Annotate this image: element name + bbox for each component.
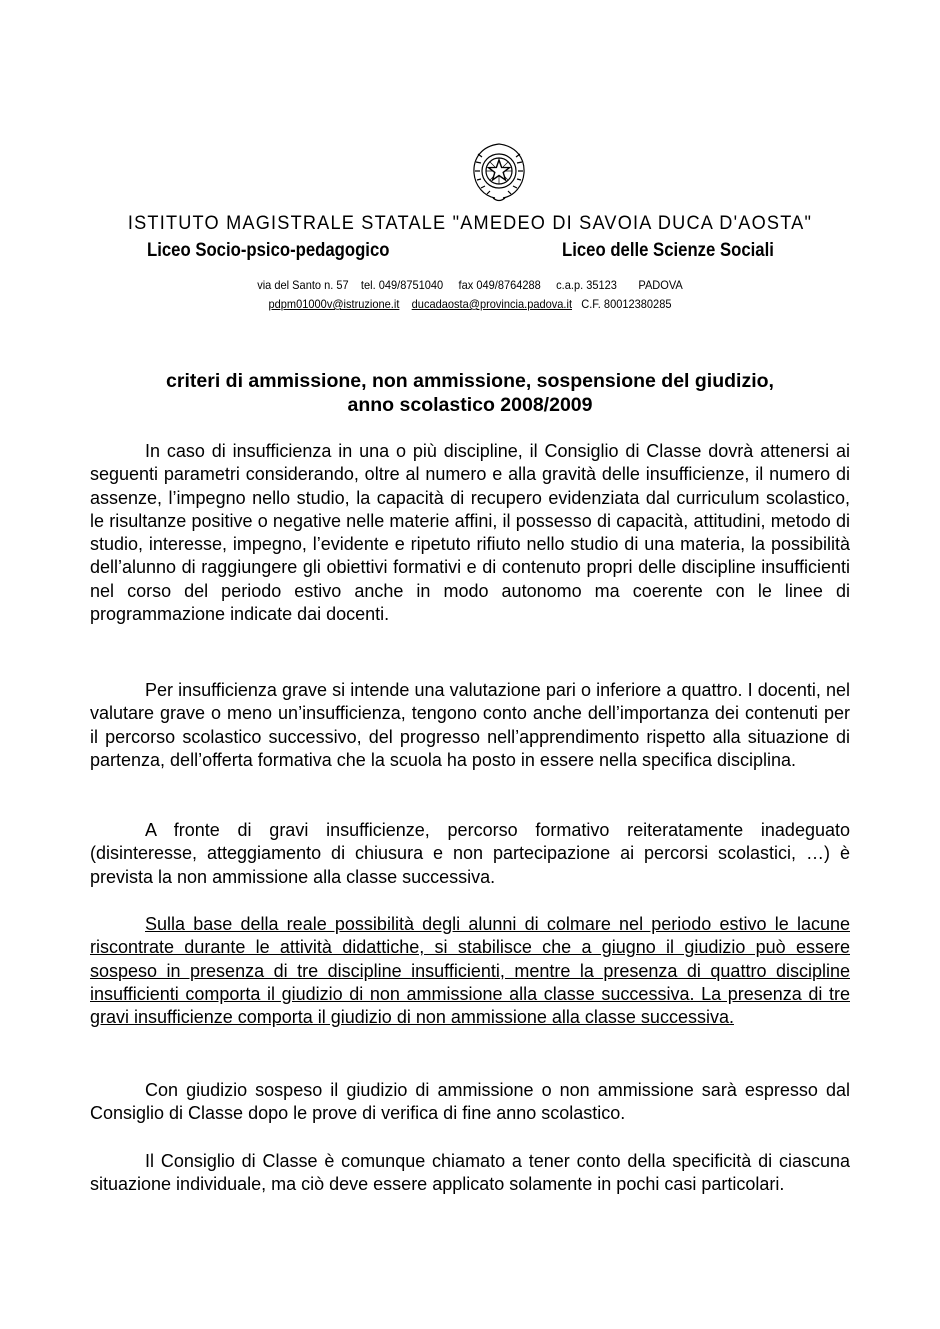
email-link-provincia[interactable]: ducadaosta@provincia.padova.it <box>411 297 573 311</box>
address: via del Santo n. 57 <box>257 278 349 292</box>
liceo-left: Liceo Socio-psico-pedagogico <box>147 240 390 261</box>
fax: fax 049/8764288 <box>458 278 541 292</box>
italian-republic-emblem-icon <box>468 140 530 204</box>
telephone: tel. 049/8751040 <box>360 278 444 292</box>
email-link-istruzione[interactable]: pdpm01000v@istruzione.it <box>268 297 400 311</box>
city: PADOVA <box>638 278 683 292</box>
document-title-line2: anno scolastico 2008/2009 <box>347 394 593 416</box>
fiscal-code: C.F. 80012380285 <box>581 297 672 311</box>
postal-code: c.a.p. 35123 <box>556 278 617 292</box>
paragraph-suspension-rule: Sulla base della reale possibilità degli alunni di colmare nel periodo estivo le lacune riscontrate durante le attività didattiche, si stabilisce che a giugno il giudizio può essere sospeso in presenza di tre discipline insufficienti, mentre la presenza di quattro discipline insufficienti comporta il giudizio di non ammissione alla classe successiva. La presenza di tre gravi insufficienze comporta il giudizio di non ammissione alla classe successiva. <box>90 914 850 1028</box>
institute-name: ISTITUTO MAGISTRALE STATALE "AMEDEO DI SAVOIA DUCA D'AOSTA" <box>127 212 813 234</box>
paragraph-grave-insufficiency: Per insufficienza grave si intende una valutazione pari o inferiore a quattro. I docenti, nel valutare grave o meno un’insufficienza, tengono conto anche dell’importanza dei contenuti per il percorso scolastico successivo, del progresso nell’apprendimento rispetto alla situazione di partenza, dell’offerta formativa che la scuola ha posto in essere nella specifica disciplina. <box>90 680 850 770</box>
liceo-right: Liceo delle Scienze Sociali <box>562 240 774 261</box>
paragraph-non-admission: A fronte di gravi insufficienze, percorso formativo reiteratamente inadeguato (disinteresse, atteggiamento di chiusura e non partecipazione ai percorsi scolastici, …) è prevista la non ammissione alla classe successiva. <box>90 820 850 887</box>
paragraph-suspended-judgment: Con giudizio sospeso il giudizio di ammissione o non ammissione sarà espresso dal Consiglio di Classe dopo le prove di verifica di fine anno scolastico. <box>90 1080 850 1124</box>
document-title-line1: criteri di ammissione, non ammissione, sospensione del giudizio, <box>166 370 774 392</box>
contact-line-email <box>38 297 903 311</box>
paragraph-individual-cases: Il Consiglio di Classe è comunque chiamato a tener conto della specificità di ciascuna situazione individuale, ma ciò deve essere applicato solamente in pochi casi particolari. <box>90 1151 850 1195</box>
paragraph-criteria: In caso di insufficienza in una o più discipline, il Consiglio di Classe dovrà attenersi ai seguenti parametri considerando, oltre al numero e alla gravità delle insufficienze, il numero di assenze, l’impegno nello studio, la capacità di recupero evidenziata dal curriculum scolastico, le risultanze positive o negative nelle materie affini, il possesso di capacità, attitudini, metodo di studio, interesse, impegno, l’evidente e ripetuto rifiuto nello studio di una materia, la possibilità dell’alunno di raggiungere gli obiettivi formativi e di contenuto propri delle discipline insufficienti nel corso del periodo estivo anche in modo autonomo ma coerente con le linee di programmazione indicate dai docenti. <box>90 441 850 625</box>
contact-line-address <box>38 278 903 292</box>
